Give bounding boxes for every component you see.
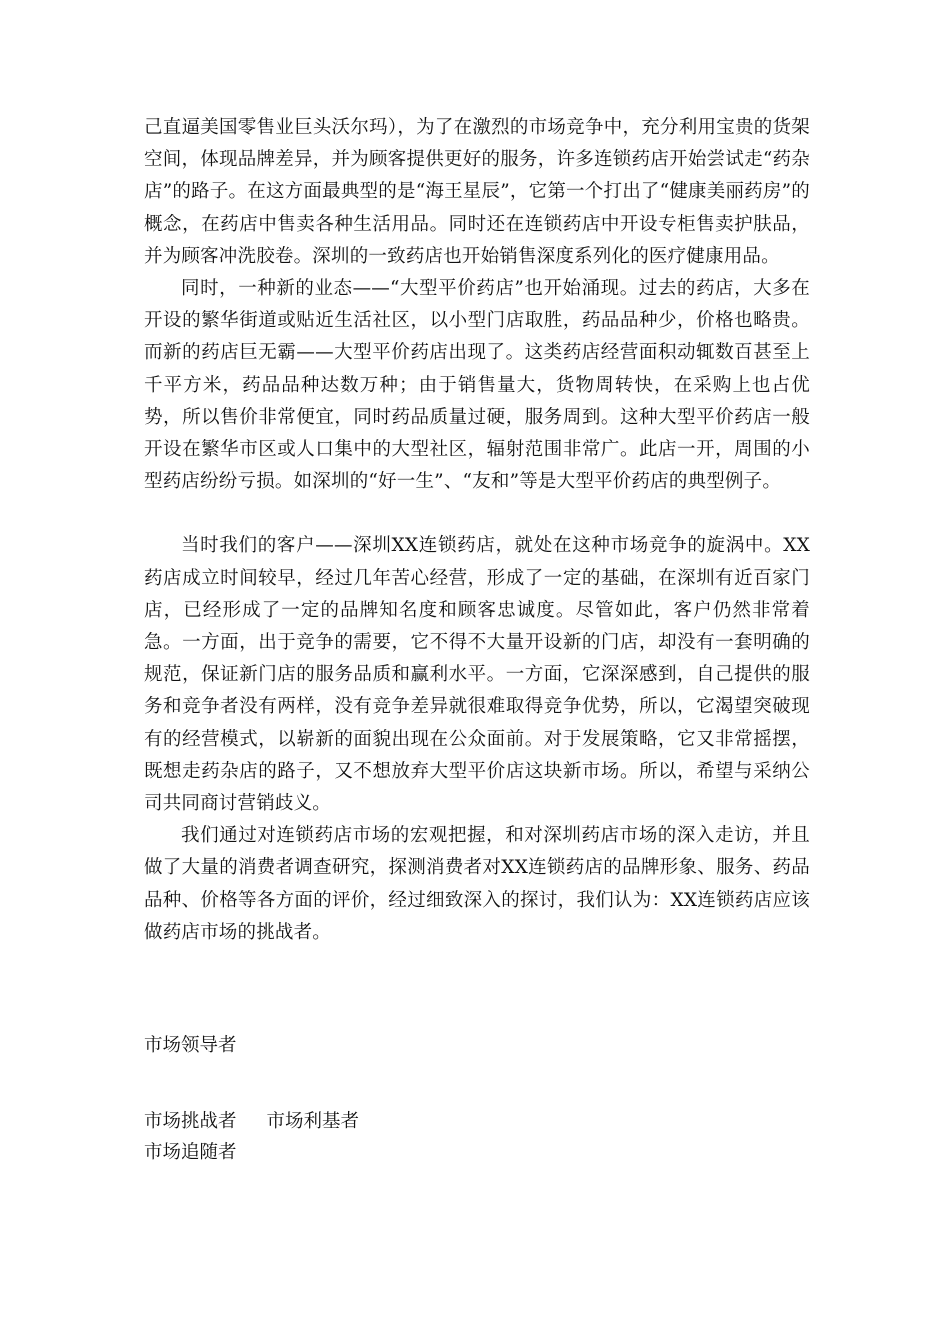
market-nicher-label: 市场利基者 — [266, 1111, 360, 1132]
paragraph-3: 当时我们的客户——深圳XX连锁药店，就处在这种市场竞争的旋涡中。XX药店成立时间较早，经过几年苦心经营，形成了一定的基础，在深圳有近百家门店，已经形成了一定的品牌知名度和顾客忠诚度。尽管如此，客户仍然非常着急。一方面，出于竞争的需要，它不得不大量开设新的门店，却没有一套明确的规范，保证新门店的服务品质和赢利水平。一方面，它深深感到，自己提供的服务和竞争者没有两样，没有竞争差异就很难取得竞争优势，所以，它渴望突破现有的经营模式，以崭新的面貌出现在公众面前。对于发展策略，它又非常摇摆，既想走药杂店的路子，又不想放弃大型平价店这块新市场。所以，希望与采纳公司共同商讨营销歧义。 — [144, 535, 810, 815]
paragraph-2: 同时，一种新的业态——“大型平价药店”也开始涌现。过去的药店，大多在开设的繁华街道或贴近生活社区，以小型门店取胜，药品品种少，价格也略贵。而新的药店巨无霸——大型平价药店出现了。这类药店经营面积动辄数百甚至上千平方米，药品品种达数万种；由于销售量大，货物周转快，在采购上也占优势，所以售价非常便宜，同时药品质量过硬，服务周到。这种大型平价药店一般开设在繁华市区或人口集中的大型社区，辐射范围非常广。此店一开，周围的小型药店纷纷亏损。如深圳的“好一生”、“友和”等是大型平价药店的典型例子。 — [144, 278, 810, 493]
market-follower-label: 市场追随者 — [144, 1142, 237, 1163]
paragraph-1: 己直逼美国零售业巨头沃尔玛），为了在激烈的市场竞争中，充分利用宝贵的货架空间，体现品牌差异，并为顾客提供更好的服务，许多连锁药店开始尝试走“药杂店”的路子。在这方面最典型的是“海王星辰”，它第一个打出了“健康美丽药房”的概念，在药店中售卖各种生活用品。同时还在连锁药店中开设专柜售卖护肤品，并为顾客冲洗胶卷。深圳的一致药店也开始销售深度系列化的医疗健康用品。 — [144, 117, 810, 267]
paragraph-4: 我们通过对连锁药店市场的宏观把握，和对深圳药店市场的深入走访，并且做了大量的消费者调查研究，探测消费者对XX连锁药店的品牌形象、服务、药品品种、价格等各方面的评价，经过细致深入的探讨，我们认为：XX连锁药店应该做药店市场的挑战者。 — [144, 825, 810, 943]
market-challenger-label: 市场挑战者 — [144, 1111, 237, 1132]
document-page — [144, 112, 810, 1163]
market-leader-label: 市场领导者 — [144, 1035, 237, 1056]
market-roles-row — [144, 1106, 359, 1138]
